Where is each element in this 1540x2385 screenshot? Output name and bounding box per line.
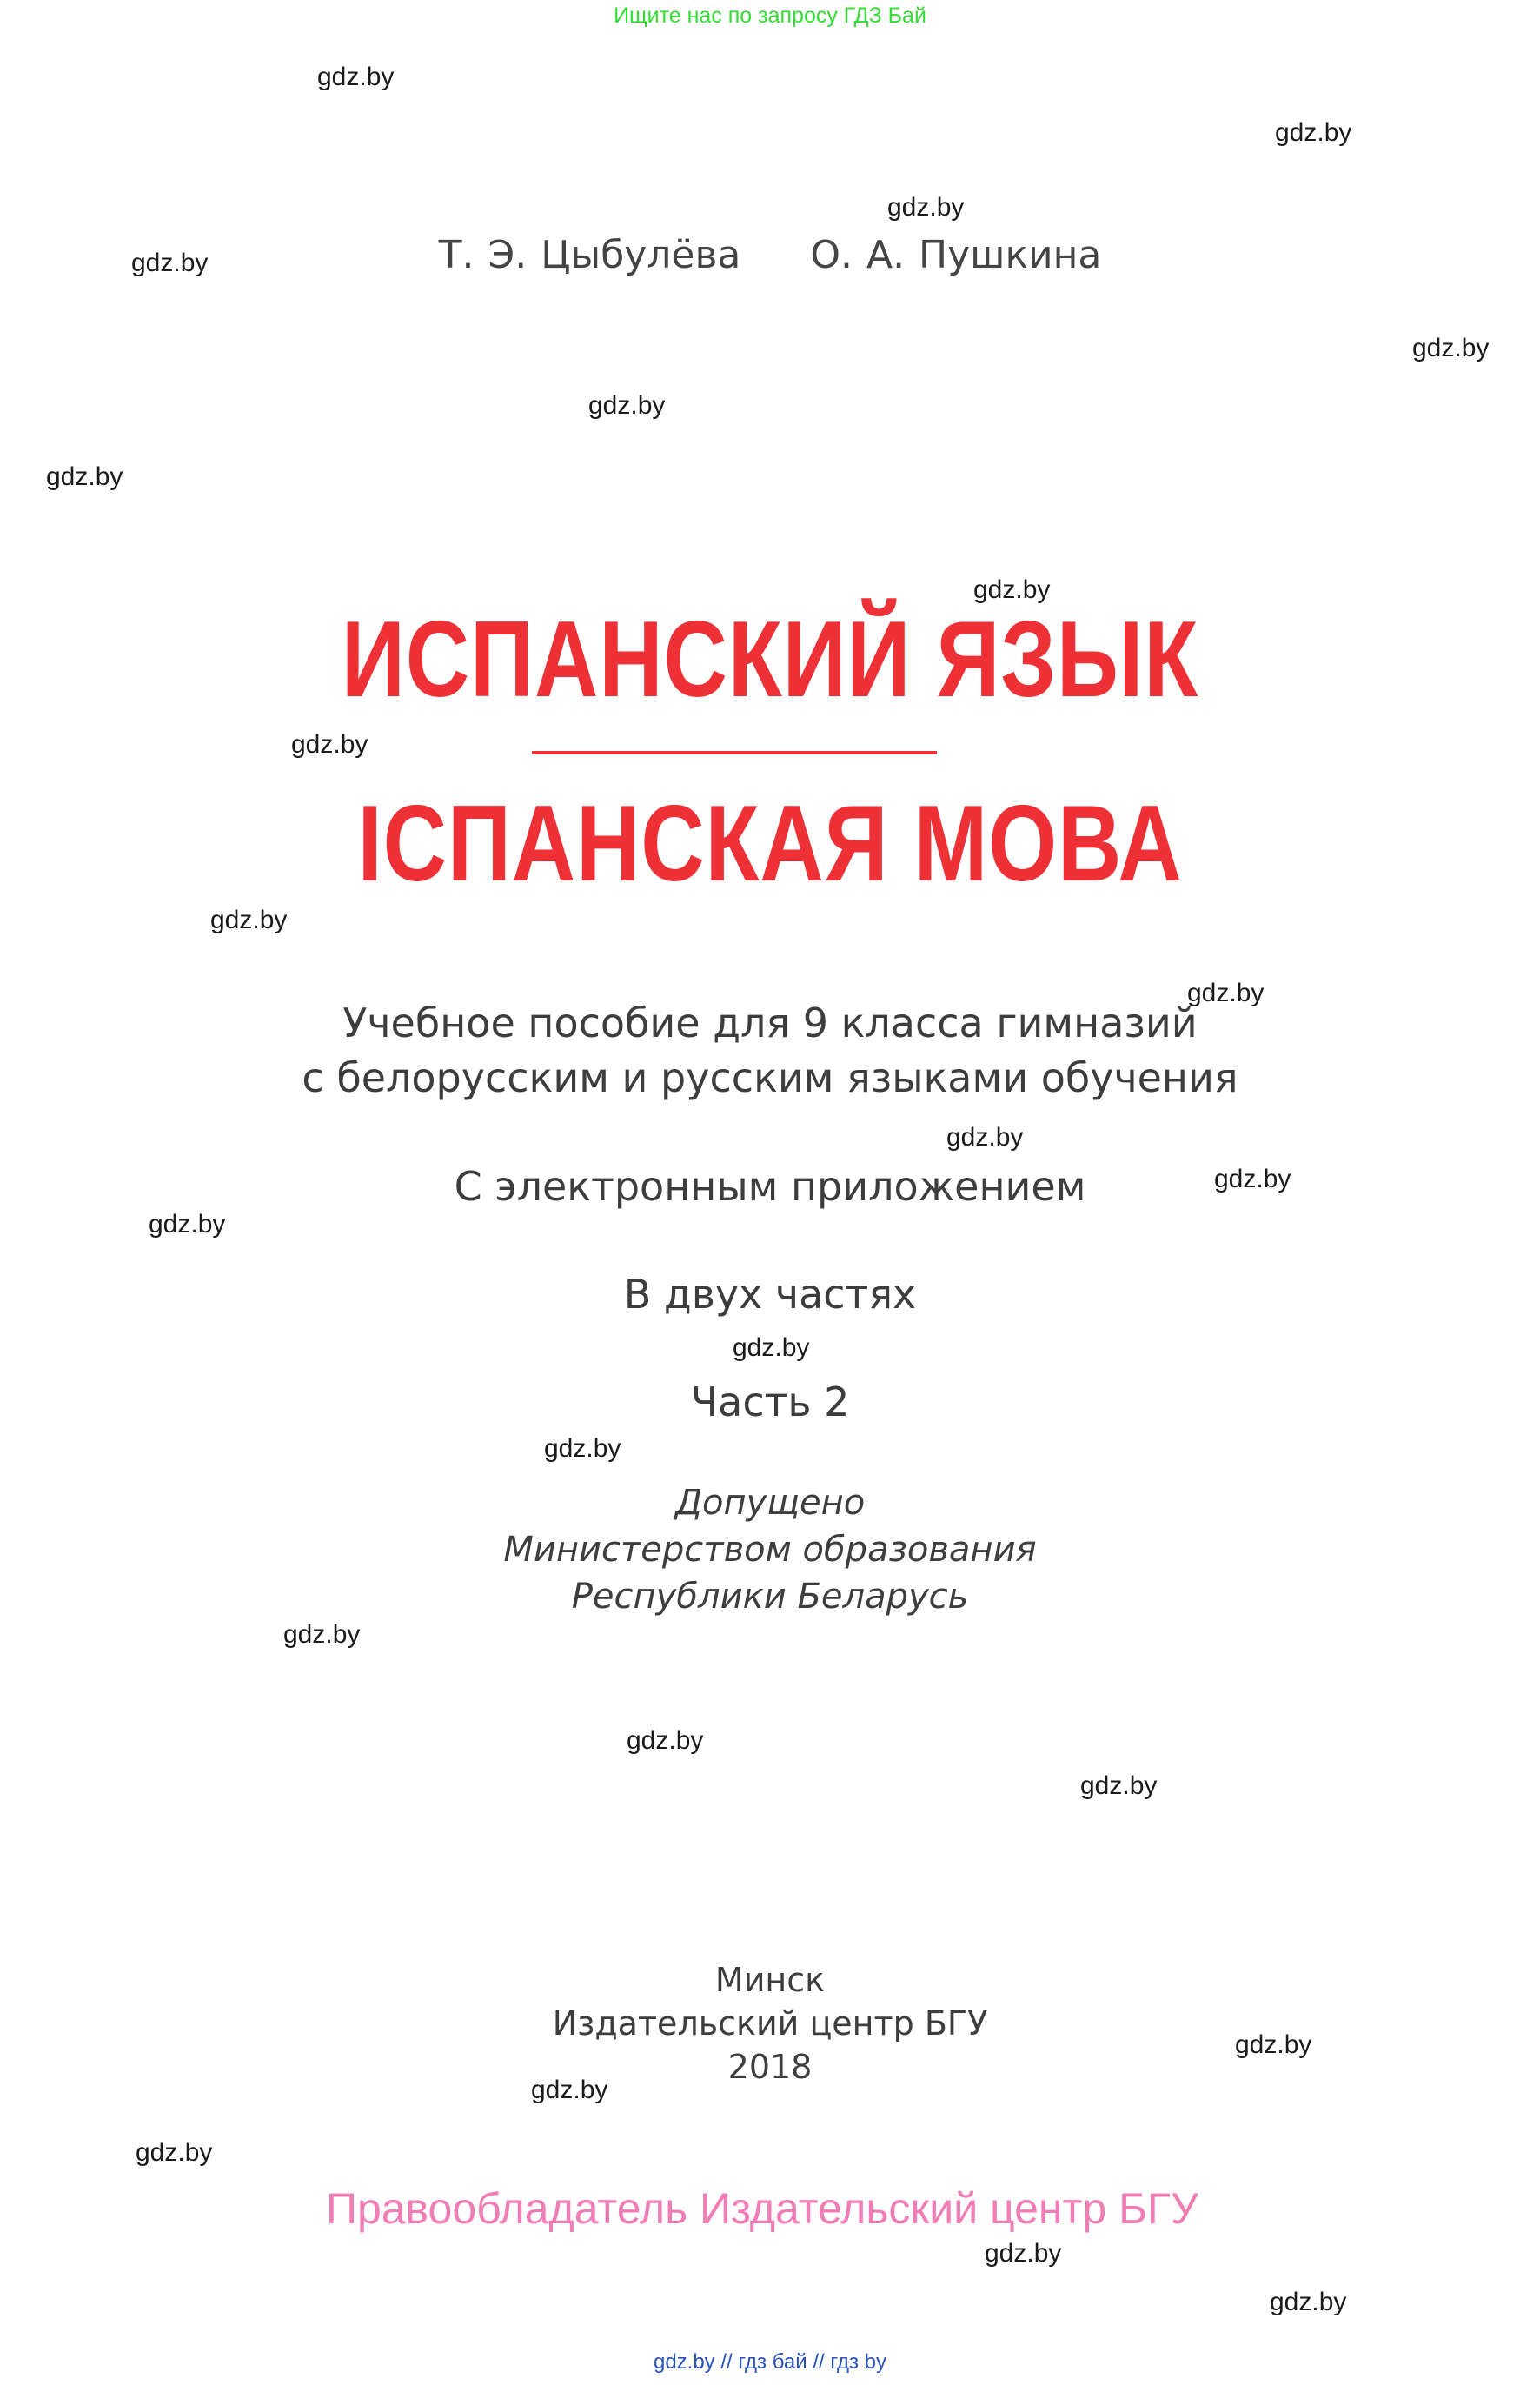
publisher-city: Минск xyxy=(714,1961,826,1999)
watermark: gdz.by xyxy=(283,1620,361,1649)
publisher-name: Издательский центр БГУ xyxy=(552,2004,988,2043)
approval-line-2: Министерством образования xyxy=(503,1530,1037,1570)
watermark: gdz.by xyxy=(131,249,209,277)
watermark: gdz.by xyxy=(946,1123,1024,1152)
watermark: gdz.by xyxy=(1187,979,1265,1007)
subtitle-line-2: с белорусским и русским языками обучения xyxy=(302,1054,1238,1101)
rights-holder: Правообладатель Издательский центр БГУ xyxy=(326,2184,1198,2233)
publication-year: 2018 xyxy=(727,2048,813,2086)
watermark: gdz.by xyxy=(544,1434,621,1463)
watermark: gdz.by xyxy=(149,1210,226,1239)
watermark: gdz.by xyxy=(1214,1165,1291,1193)
watermark: gdz.by xyxy=(733,1333,810,1362)
subtitle-line-1: Учебное пособие для 9 класса гимназий xyxy=(342,1000,1198,1046)
approval-line-1: Допущено xyxy=(674,1483,866,1523)
watermark: gdz.by xyxy=(136,2138,213,2167)
watermark: gdz.by xyxy=(588,391,666,420)
approval-line-3: Республики Беларусь xyxy=(571,1577,969,1617)
title-divider xyxy=(532,751,937,754)
watermark: gdz.by xyxy=(291,730,368,759)
title-russian: ИСПАНСКИЙ ЯЗЫК xyxy=(341,600,1199,720)
watermark: gdz.by xyxy=(1080,1771,1158,1800)
watermark: gdz.by xyxy=(985,2239,1062,2268)
watermark: gdz.by xyxy=(1275,118,1352,147)
part-number: Часть 2 xyxy=(690,1379,850,1425)
watermark: gdz.by xyxy=(627,1726,704,1755)
watermark: gdz.by xyxy=(531,2076,608,2104)
watermark: gdz.by xyxy=(317,63,395,91)
watermark: gdz.by xyxy=(210,906,288,934)
watermark: gdz.by xyxy=(973,575,1051,604)
author-1: Т. Э. Цыбулёва xyxy=(438,233,741,277)
watermark: gdz.by xyxy=(887,193,965,222)
bottom-links[interactable]: gdz.by // гдз бай // гдз by xyxy=(653,2350,887,2374)
watermark: gdz.by xyxy=(46,462,123,491)
top-banner: Ищите нас по запросу ГДЗ Бай xyxy=(614,3,926,28)
authors xyxy=(0,233,1540,277)
title-belarusian: ІСПАНСКАЯ МОВА xyxy=(357,784,1183,904)
author-2: О. А. Пушкина xyxy=(810,233,1102,277)
parts-count: В двух частях xyxy=(623,1271,917,1318)
watermark: gdz.by xyxy=(1270,2288,1347,2316)
watermark: gdz.by xyxy=(1412,334,1490,362)
electronic-supplement: С электронным приложением xyxy=(454,1163,1086,1210)
watermark: gdz.by xyxy=(1235,2030,1312,2059)
